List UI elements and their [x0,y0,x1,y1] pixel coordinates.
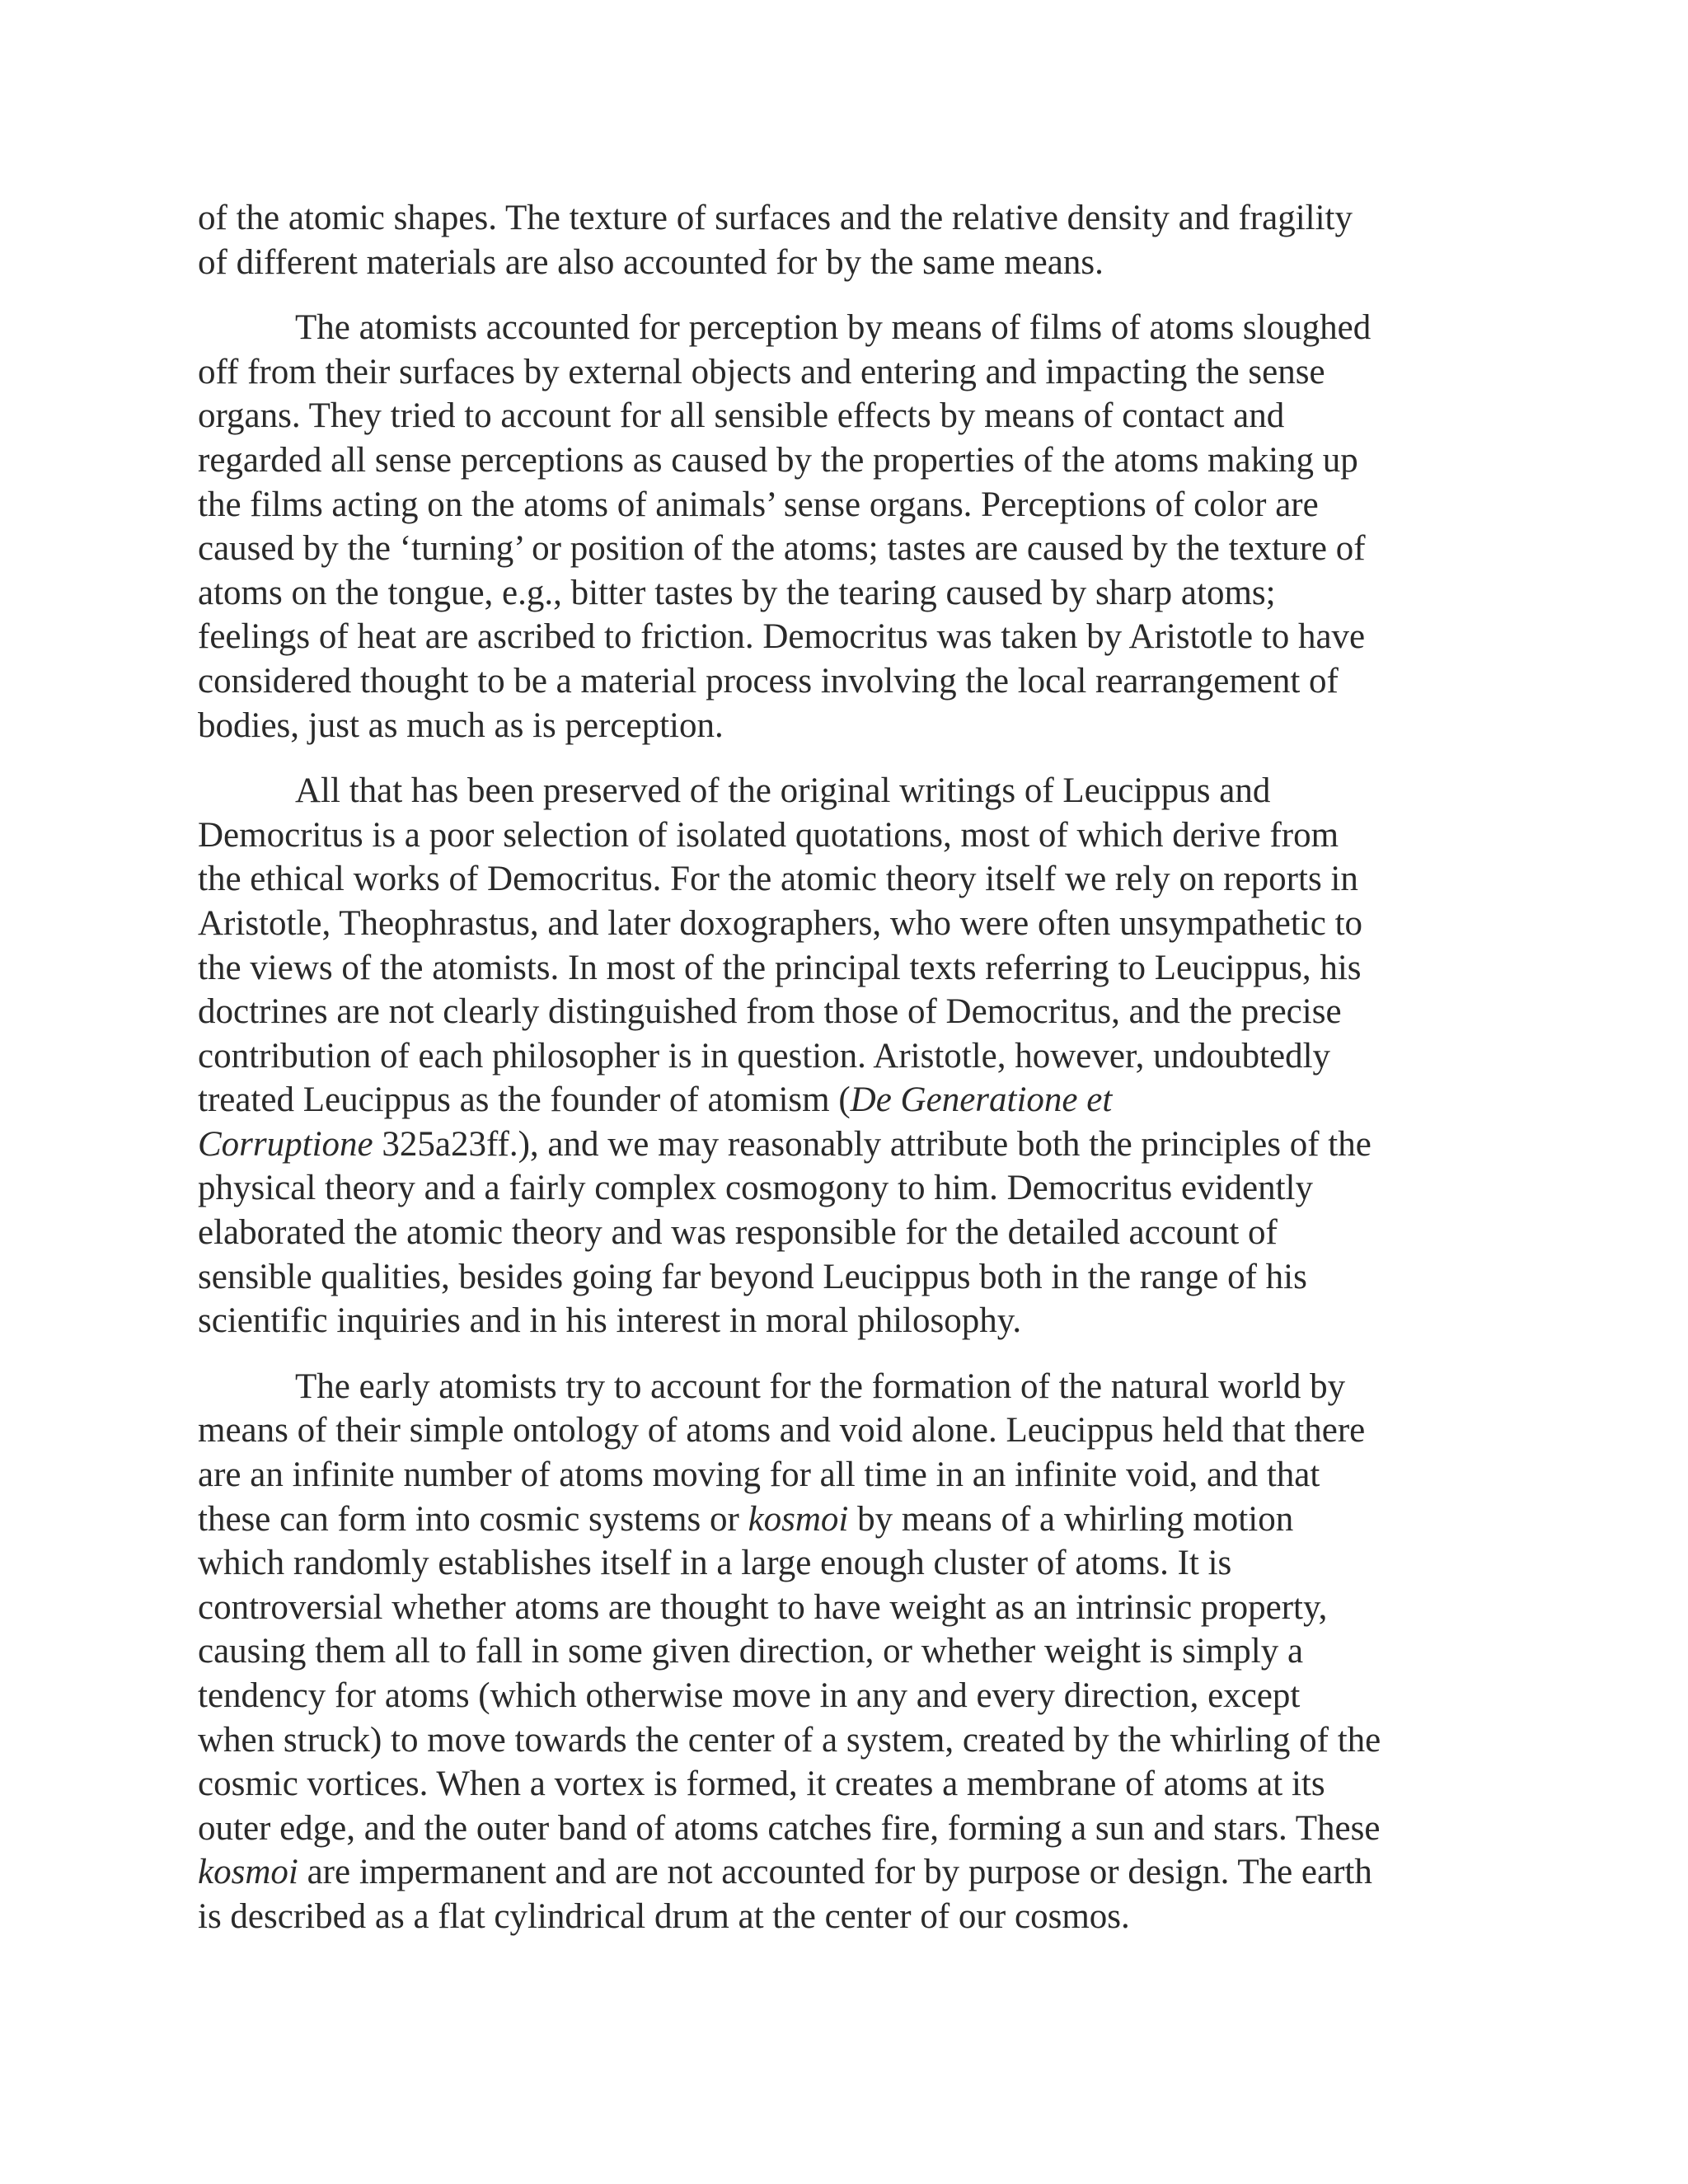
text-run: sensible qualities, besides going far beyond Leucippus both in the range of his [198,1257,1307,1296]
text-run: tendency for atoms (which otherwise move in any and every direction, except [198,1676,1301,1715]
text-run: when struck) to move towards the center of a system, created by the whirling of the [198,1720,1381,1760]
text-line [198,527,1484,571]
text-line [198,659,1484,704]
paragraph [198,196,1484,284]
text-line [198,1629,1484,1674]
text-line [198,1122,1484,1167]
text-line [198,704,1484,748]
text-run: treated Leucippus as the founder of atomism ( [198,1080,851,1120]
text-run: causing them all to fall in some given direction, or whether weight is simply a [198,1632,1304,1671]
text-line [198,1078,1484,1122]
text-line [198,1718,1484,1763]
text-run: regarded all sense perceptions as caused by the properties of the atoms making up [198,440,1358,480]
text-line [198,813,1484,858]
text-line [198,1674,1484,1718]
italic-title: kosmoi [198,1853,298,1892]
text-run: bodies, just as much as is perception. [198,705,724,745]
text-line [198,1166,1484,1211]
text-run: Democritus is a poor selection of isolated quotations, most of which derive from [198,815,1339,855]
text-line [198,1850,1484,1895]
text-line [198,1299,1484,1343]
text-line [198,196,1484,241]
text-line [198,1034,1484,1079]
text-run: The atomists accounted for perception by means of films of atoms sloughed [295,308,1372,348]
text-run: by means of a whirling motion [848,1499,1294,1539]
text-run: are an infinite number of atoms moving for all time in an infinite void, and that [198,1455,1320,1495]
paragraph [198,769,1484,1343]
text-run: cosmic vortices. When a vortex is formed, it creates a membrane of atoms at its [198,1765,1325,1804]
text-line [198,571,1484,616]
italic-title: Corruptione [198,1124,373,1164]
text-run: organs. They tried to account for all sensible effects by means of contact and [198,396,1285,436]
text-run: the views of the atomists. In most of the principal texts referring to Leucippus, his [198,948,1362,987]
text-line [198,483,1484,527]
text-run: of different materials are also accounted for by the same means. [198,242,1104,282]
italic-title: kosmoi [748,1499,849,1539]
text-line [198,306,1484,350]
text-line [198,1541,1484,1586]
text-line [198,241,1484,285]
text-line [198,769,1484,813]
text-run: are impermanent and are not accounted for by purpose or design. The earth [298,1853,1372,1892]
text-line [198,350,1484,395]
text-run: which randomly establishes itself in a large enough cluster of atoms. It is [198,1544,1232,1583]
text-run: of the atomic shapes. The texture of surfaces and the relative density and fragility [198,199,1353,237]
body-text [198,196,1484,1961]
text-line [198,615,1484,659]
text-run: these can form into cosmic systems or [198,1499,748,1539]
text-line [198,1586,1484,1630]
text-line [198,1211,1484,1255]
text-run: scientific inquiries and in his interest in moral philosophy. [198,1301,1022,1341]
text-run: 325a23ff.), and we may reasonably attribute both the principles of the [373,1124,1372,1164]
text-line [198,1408,1484,1453]
text-run: feelings of heat are ascribed to friction. Democritus was taken by Aristotle to have [198,617,1366,657]
italic-title: De Generatione et [850,1080,1113,1120]
text-line [198,990,1484,1034]
text-run: elaborated the atomic theory and was responsible for the detailed account of [198,1213,1278,1253]
text-line [198,1365,1484,1409]
text-run: All that has been preserved of the original writings of Leucippus and [295,771,1271,811]
text-line [198,1497,1484,1542]
text-line [198,1453,1484,1497]
text-run: means of their simple ontology of atoms and void alone. Leucippus held that there [198,1411,1366,1451]
text-run: atoms on the tongue, e.g., bitter tastes by the tearing caused by sharp atoms; [198,573,1276,612]
text-line [198,946,1484,991]
text-run: the ethical works of Democritus. For the atomic theory itself we rely on reports in [198,860,1358,899]
text-line [198,394,1484,438]
text-line [198,902,1484,946]
text-run: Aristotle, Theophrastus, and later doxographers, who were often unsympathetic to [198,903,1363,943]
text-line [198,857,1484,902]
text-run: caused by the ‘turning’ or position of the atoms; tastes are caused by the texture of [198,529,1366,569]
text-run: is described as a flat cylindrical drum at the center of our cosmos. [198,1896,1130,1936]
text-line [198,1255,1484,1300]
text-run: outer edge, and the outer band of atoms catches fire, forming a sun and stars. These [198,1808,1381,1848]
text-run: off from their surfaces by external objects and entering and impacting the sense [198,352,1325,391]
text-run: the films acting on the atoms of animals’ sense organs. Perceptions of color are [198,485,1319,524]
text-line [198,1762,1484,1807]
text-run: physical theory and a fairly complex cosmogony to him. Democritus evidently [198,1169,1313,1208]
text-line [198,438,1484,483]
text-run: The early atomists try to account for the formation of the natural world by [295,1366,1346,1406]
text-run: contribution of each philosopher is in question. Aristotle, however, undoubtedly [198,1036,1331,1076]
text-run: considered thought to be a material process involving the local rearrangement of [198,661,1339,701]
text-line [198,1895,1484,1939]
text-run: controversial whether atoms are thought to have weight as an intrinsic property, [198,1587,1328,1627]
paragraph [198,306,1484,748]
paragraph [198,1365,1484,1939]
text-run: doctrines are not clearly distinguished from those of Democritus, and the precise [198,992,1342,1032]
text-line [198,1807,1484,1851]
